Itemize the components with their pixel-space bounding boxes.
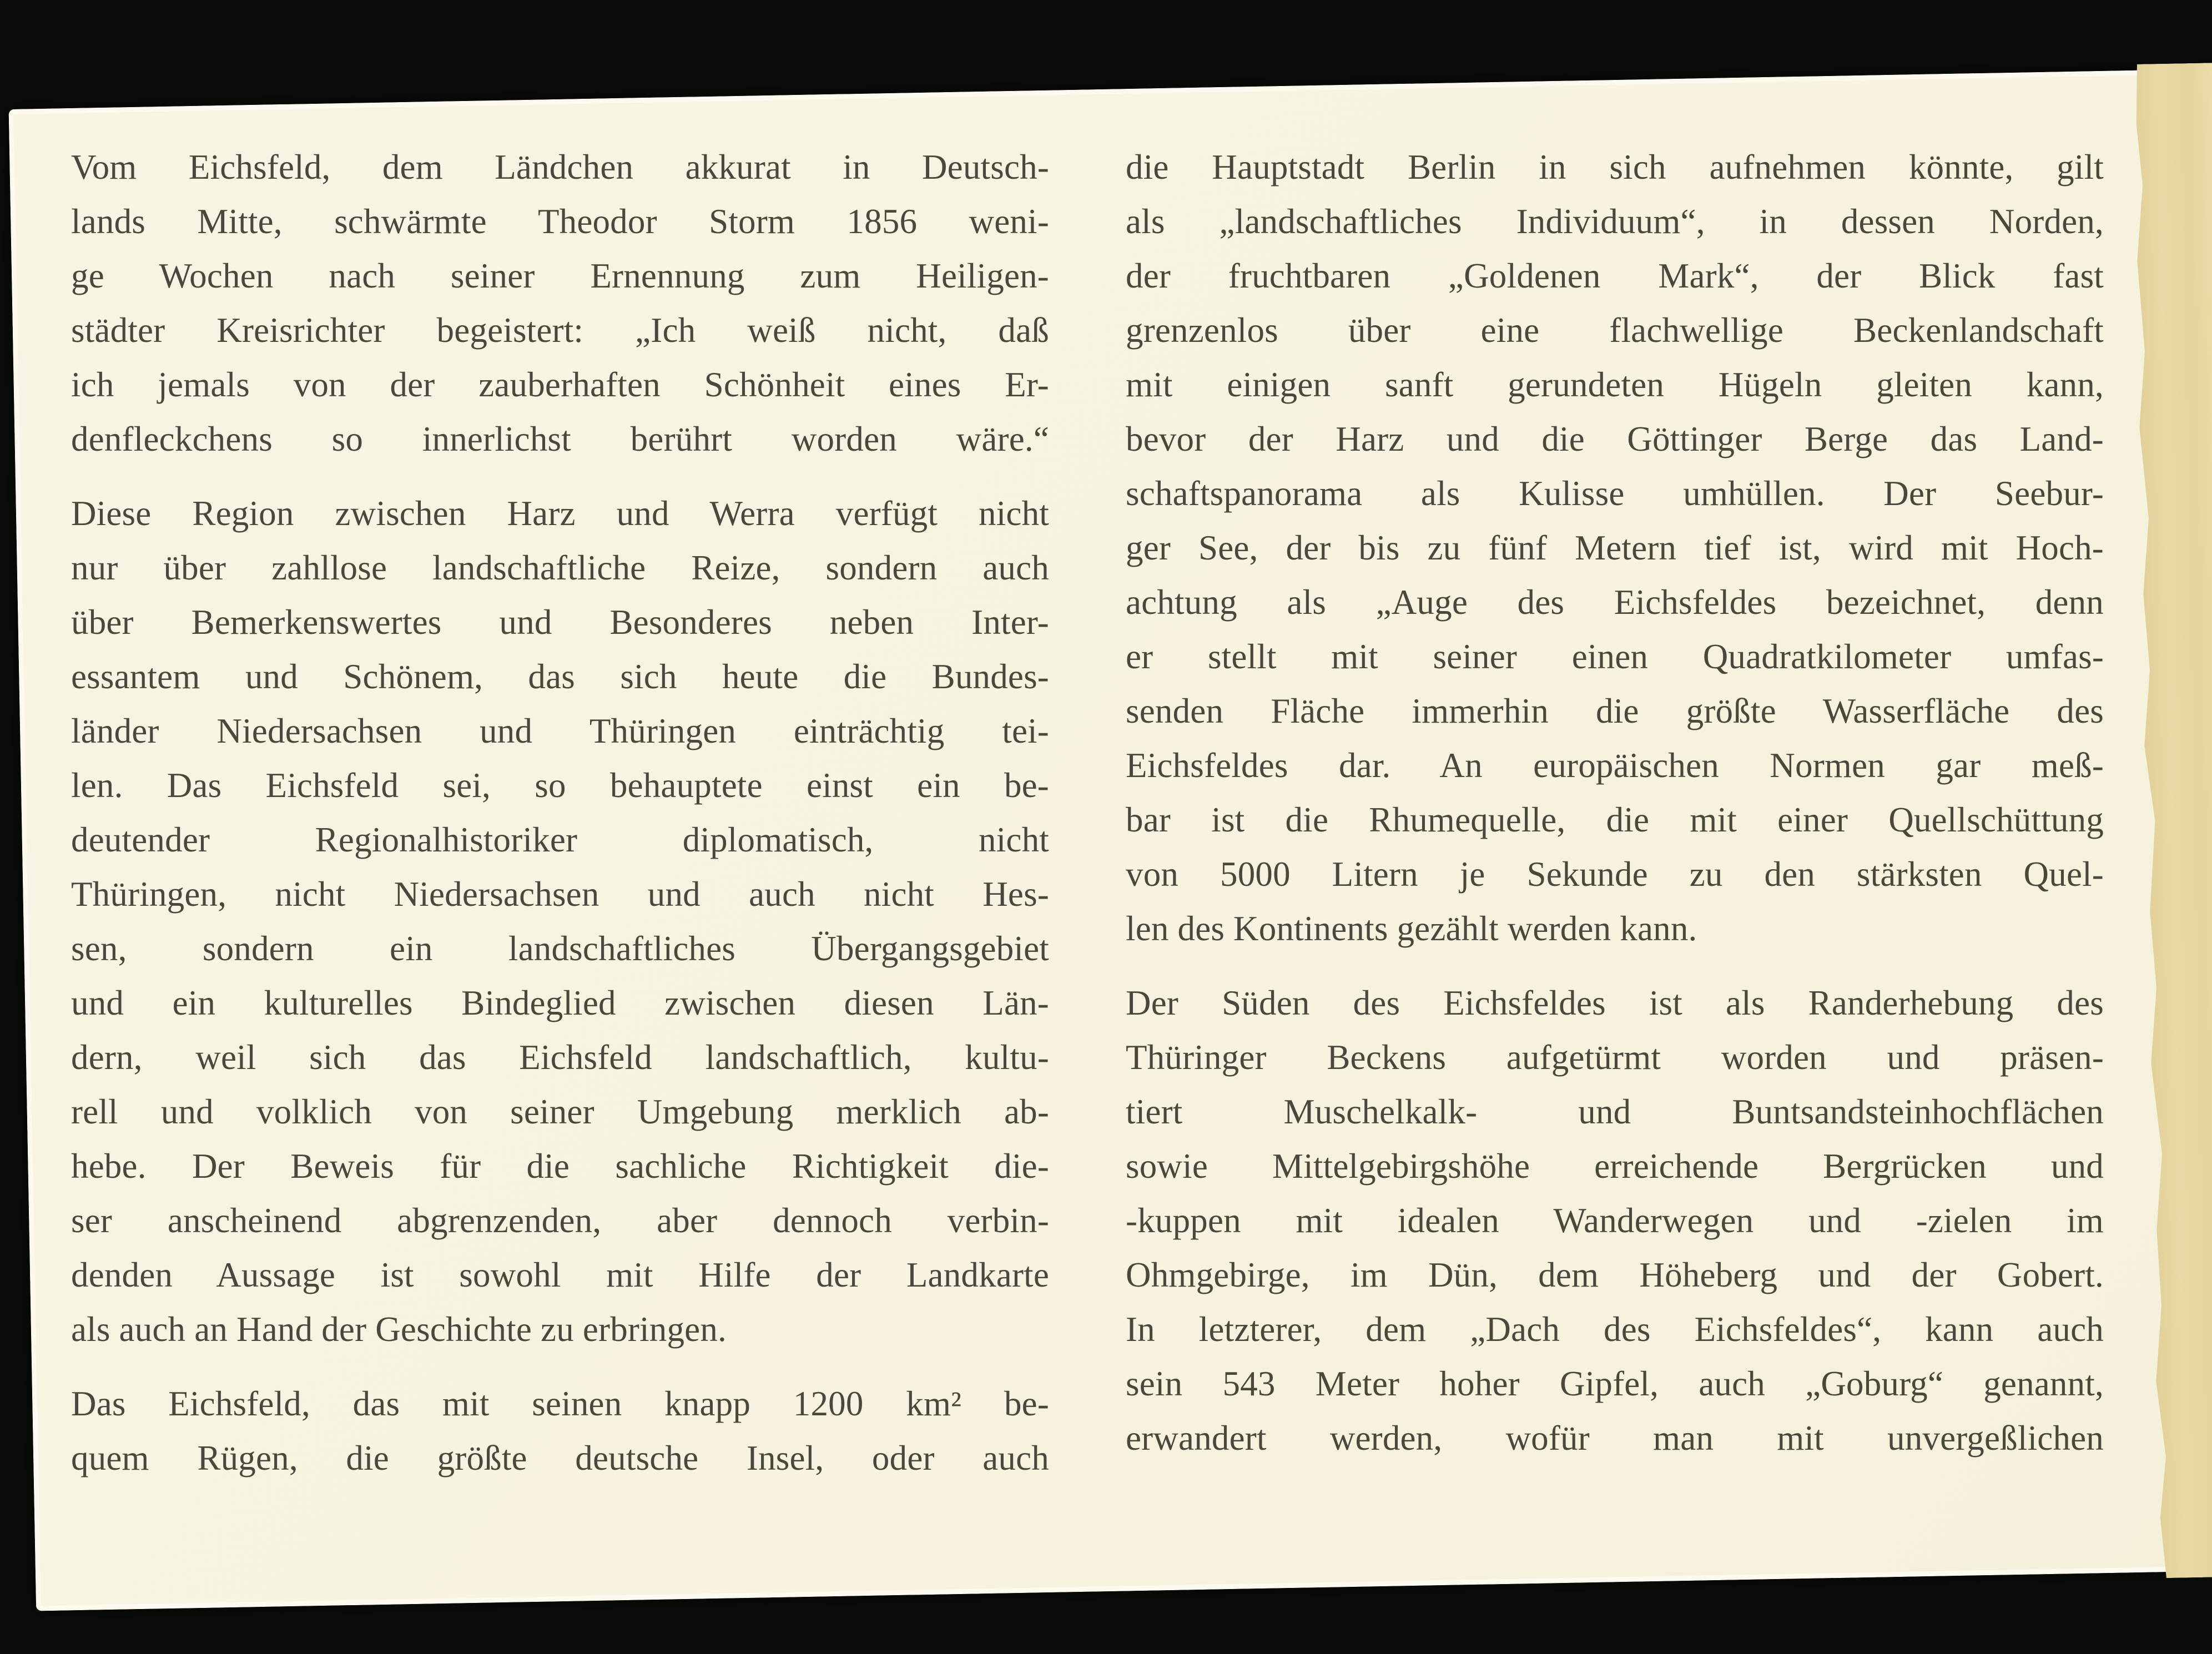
text-line: mit einigen sanft gerundeten Hügeln gleiten kann, (1126, 365, 2104, 404)
text-line: als „landschaftliches Individuum“, in dessen Norden, (1126, 202, 2104, 241)
text-line: lands Mitte, schwärmte Theodor Storm 1856 weni- (71, 202, 1049, 241)
text-line: sowie Mittelgebirgshöhe erreichende Bergrücken und (1126, 1147, 2104, 1186)
text-line: Thüringen, nicht Niedersachsen und auch nicht Hes- (71, 875, 1049, 914)
text-line: Ohmgebirge, im Dün, dem Höheberg und der Gobert. (1126, 1255, 2104, 1294)
text-line: ich jemals von der zauberhaften Schönheit eines Er- (71, 365, 1049, 404)
paragraph (1126, 976, 2104, 1465)
text-line: len des Kontinents gezählt werden kann. (1126, 909, 1697, 948)
text-line: ge Wochen nach seiner Ernennung zum Heiligen- (71, 256, 1049, 295)
text-line: sein 543 Meter hoher Gipfel, auch „Goburg“ genannt, (1126, 1364, 2104, 1403)
text-line: senden Fläche immerhin die größte Wasserfläche des (1126, 692, 2104, 730)
text-line: ger See, der bis zu fünf Metern tief ist, wird mit Hoch- (1126, 528, 2104, 567)
text-line: als auch an Hand der Geschichte zu erbringen. (71, 1310, 727, 1349)
book-fore-edge-strip (2129, 63, 2212, 1578)
text-line: sen, sondern ein landschaftliches Übergangsgebiet (71, 929, 1049, 968)
text-line: bar ist die Rhumequelle, die mit einer Quellschüttung (1126, 800, 2104, 839)
paragraph (1126, 140, 2104, 956)
text-line: bevor der Harz und die Göttinger Berge das Land- (1126, 420, 2104, 458)
text-line: Diese Region zwischen Harz und Werra verfügt nicht (71, 494, 1049, 533)
text-line: ser anscheinend abgrenzenden, aber dennoch verbin- (71, 1201, 1049, 1240)
text-line: die Hauptstadt Berlin in sich aufnehmen könnte, gilt (1126, 148, 2104, 186)
text-line: essantem und Schönem, das sich heute die Bundes- (71, 657, 1049, 696)
paragraph (71, 140, 1049, 466)
text-line: dern, weil sich das Eichsfeld landschaftlich, kultu- (71, 1038, 1049, 1077)
left-text-column (71, 140, 1049, 1485)
right-text-column (1126, 140, 2104, 1465)
text-line: quem Rügen, die größte deutsche Insel, oder auch (71, 1439, 1049, 1477)
text-line: hebe. Der Beweis für die sachliche Richtigkeit die- (71, 1147, 1049, 1186)
text-line: In letzterer, dem „Dach des Eichsfeldes“, kann auch (1126, 1310, 2104, 1349)
text-line: -kuppen mit idealen Wanderwegen und -zielen im (1126, 1201, 2104, 1240)
text-line: Das Eichsfeld, das mit seinen knapp 1200 km² be- (71, 1384, 1049, 1423)
text-line: deutender Regionalhistoriker diplomatisch, nicht (71, 820, 1049, 859)
text-line: länder Niedersachsen und Thüringen einträchtig tei- (71, 712, 1049, 750)
text-line: nur über zahllose landschaftliche Reize, sondern auch (71, 548, 1049, 587)
text-line: len. Das Eichsfeld sei, so behauptete einst ein be- (71, 766, 1049, 805)
text-line: schaftspanorama als Kulisse umhüllen. Der Seebur- (1126, 474, 2104, 513)
text-line: achtung als „Auge des Eichsfeldes bezeichnet, denn (1126, 583, 2104, 622)
paragraph (71, 486, 1049, 1357)
text-line: Der Süden des Eichsfeldes ist als Randerhebung des (1126, 984, 2104, 1022)
text-line: erwandert werden, wofür man mit unvergeßlichen (1126, 1419, 2104, 1458)
paragraph (71, 1376, 1049, 1485)
text-line: über Bemerkenswertes und Besonderes neben Inter- (71, 603, 1049, 642)
text-line: von 5000 Litern je Sekunde zu den stärksten Quel- (1126, 855, 2104, 894)
text-line: und ein kulturelles Bindeglied zwischen diesen Län- (71, 984, 1049, 1022)
text-line: städter Kreisrichter begeistert: „Ich weiß nicht, daß (71, 311, 1049, 350)
text-line: rell und volklich von seiner Umgebung merklich ab- (71, 1092, 1049, 1131)
text-line: er stellt mit seiner einen Quadratkilometer umfas- (1126, 637, 2104, 676)
text-line: Vom Eichsfeld, dem Ländchen akkurat in Deutsch- (71, 148, 1049, 186)
text-line: tiert Muschelkalk- und Buntsandsteinhochflächen (1126, 1092, 2104, 1131)
text-line: Eichsfeldes dar. An europäischen Normen gar meß- (1126, 746, 2104, 785)
text-line: denfleckchens so innerlichst berührt worden wäre.“ (71, 420, 1049, 458)
text-line: Thüringer Beckens aufgetürmt worden und präsen- (1126, 1038, 2104, 1077)
text-line: grenzenlos über eine flachwellige Beckenlandschaft (1126, 311, 2104, 350)
text-line: der fruchtbaren „Goldenen Mark“, der Blick fast (1126, 256, 2104, 295)
text-line: denden Aussage ist sowohl mit Hilfe der Landkarte (71, 1255, 1049, 1294)
